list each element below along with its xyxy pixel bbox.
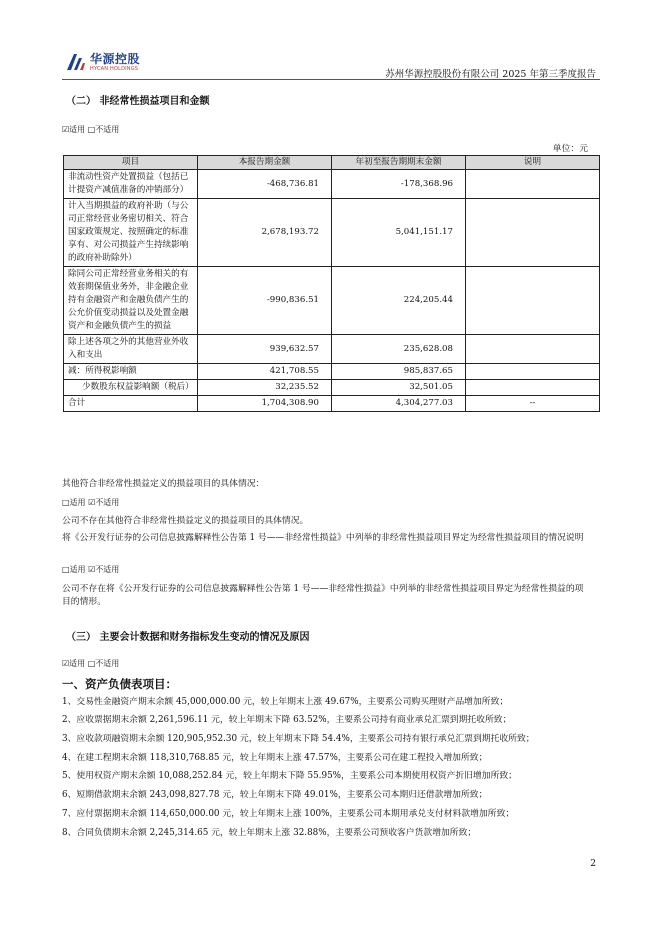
list-item: 3、应收款项融资期末余额 120,905,952.30 元，较上年期末下降 54.4%，主要系公司持有银行承兑汇票到期托收所致； xyxy=(62,734,535,744)
not-applicable-line: □适用 ☑不适用 xyxy=(62,565,120,574)
list-item: 7、应付票据期末余额 114,650,000.00 元，较上年期末上涨 100%，主要系公司本期用承兑支付材料款增加所致； xyxy=(62,809,515,819)
header-current: 本报告期金额 xyxy=(198,156,332,170)
row-current: 32,235.52 xyxy=(198,380,332,396)
no-other-items-text: 公司不存在其他符合非经常性损益定义的损益项目的具体情况。 xyxy=(62,516,309,526)
list-item: 4、在建工程期末余额 118,310,768.85 元，较上年期末上涨 47.57%，主要系公司在建工程投入增加所致； xyxy=(62,753,488,763)
row-current: -468,736.81 xyxy=(198,170,332,199)
row-note xyxy=(466,364,600,380)
table-row xyxy=(64,170,600,199)
row-note: -- xyxy=(466,396,600,412)
row-item: 除上述各项之外的其他营业外收入和支出 xyxy=(64,335,198,364)
balance-sheet-heading: 一、资产负债表项目： xyxy=(62,677,177,691)
applicable-checkbox-line: ☑适用 □不适用 xyxy=(62,659,120,668)
list-item: 8、合同负债期末余额 2,245,314.65 元，较上年期末上涨 32.88%，主要系公司预收客户货款增加所致； xyxy=(62,828,477,838)
header-note: 说明 xyxy=(466,156,600,170)
row-ytd: 985,837.65 xyxy=(332,364,466,380)
row-ytd: 4,304,277.03 xyxy=(332,396,466,412)
row-current: -990,836.51 xyxy=(198,267,332,335)
table-row xyxy=(64,380,600,396)
row-ytd: 32,501.05 xyxy=(332,380,466,396)
report-title: 苏州华源控股股份有限公司 2025 年第三季度报告 xyxy=(385,69,596,80)
table-header-row xyxy=(64,156,600,170)
row-ytd: 224,205.44 xyxy=(332,267,466,335)
row-ytd: 235,628.08 xyxy=(332,335,466,364)
section-title-changes: （三） 主要会计数据和财务指标发生变动的情况及原因 xyxy=(66,632,310,643)
row-ytd: -178,368.96 xyxy=(332,170,466,199)
header-ytd: 年初至报告期期末金额 xyxy=(332,156,466,170)
row-item: 除同公司正常经营业务相关的有效套期保值业务外，非金融企业持有金融资产和金融负债产生的公允价值变动损益以及处置金融资产和金融负债产生的损益 xyxy=(64,267,198,335)
list-item: 2、应收票据期末余额 2,261,596.11 元，较上年期末下降 63.52%，主要系公司持有商业承兑汇票到期托收所致； xyxy=(62,715,512,725)
row-item: 少数股东权益影响额（税后） xyxy=(64,380,198,396)
applicable-checkbox-line: ☑适用 □不适用 xyxy=(62,125,120,134)
table-row xyxy=(64,335,600,364)
logo-name-cn: 华源控股 xyxy=(90,51,141,66)
row-note xyxy=(466,380,600,396)
row-item: 减：所得税影响额 xyxy=(64,364,198,380)
header-divider xyxy=(62,79,600,80)
row-item: 计入当期损益的政府补助（与公司正常经营业务密切相关、符合国家政策规定、按照确定的标准享有、对公司损益产生持续影响的政府补助除外） xyxy=(64,199,198,267)
logo-mark-icon xyxy=(66,52,86,72)
page-number: 2 xyxy=(590,859,596,869)
unit-label: 单位：元 xyxy=(552,144,588,154)
list-item: 1、交易性金融资产期末余额 45,000,000.00 元，较上年期末上涨 49.67%，主要系公司购买理财产品增加所致； xyxy=(62,697,509,707)
row-current: 1,704,308.90 xyxy=(198,396,332,412)
nonrecurring-table xyxy=(63,155,600,412)
row-note xyxy=(466,170,600,199)
row-current: 2,678,193.72 xyxy=(198,199,332,267)
table-row xyxy=(64,199,600,267)
other-items-desc: 其他符合非经常性损益定义的损益项目的具体情况： xyxy=(62,479,265,489)
row-item: 非流动性资产处置损益（包括已计提资产减值准备的冲销部分） xyxy=(64,170,198,199)
row-note xyxy=(466,267,600,335)
row-current: 421,708.55 xyxy=(198,364,332,380)
no-classified-items-text: 公司不存在将《公开发行证券的公司信息披露解释性公告第 1 号——非经常性损益》中列举的非经常性损益项目界定为经常性损益的项目的情形。 xyxy=(62,584,584,607)
row-current: 939,632.57 xyxy=(198,335,332,364)
list-item: 5、使用权资产期末余额 10,088,252.84 元，较上年期末下降 55.95%，主要系公司本期使用权资产折旧增加所致； xyxy=(62,771,517,781)
table-row xyxy=(64,364,600,380)
row-note xyxy=(466,335,600,364)
row-item: 合计 xyxy=(64,396,198,412)
table-total-row xyxy=(64,396,600,412)
list-item: 6、短期借款期末余额 243,098,827.78 元，较上年期末下降 49.01%，主要系公司本期归还借款增加所致； xyxy=(62,790,488,800)
row-ytd: 5,041,151.17 xyxy=(332,199,466,267)
section-title-nonrecurring: （二） 非经常性损益项目和金额 xyxy=(66,96,210,107)
not-applicable-line: □适用 ☑不适用 xyxy=(62,498,120,507)
logo-name-en: HYCAN HOLDINGS xyxy=(90,65,139,72)
table-row xyxy=(64,267,600,335)
row-note xyxy=(466,199,600,267)
classified-items-desc: 将《公开发行证券的公司信息披露解释性公告第 1 号——非经常性损益》中列举的非经常性损益项目界定为经常性损益项目的情况说明 xyxy=(62,533,584,543)
header-item: 项目 xyxy=(64,156,198,170)
company-logo xyxy=(66,51,140,73)
